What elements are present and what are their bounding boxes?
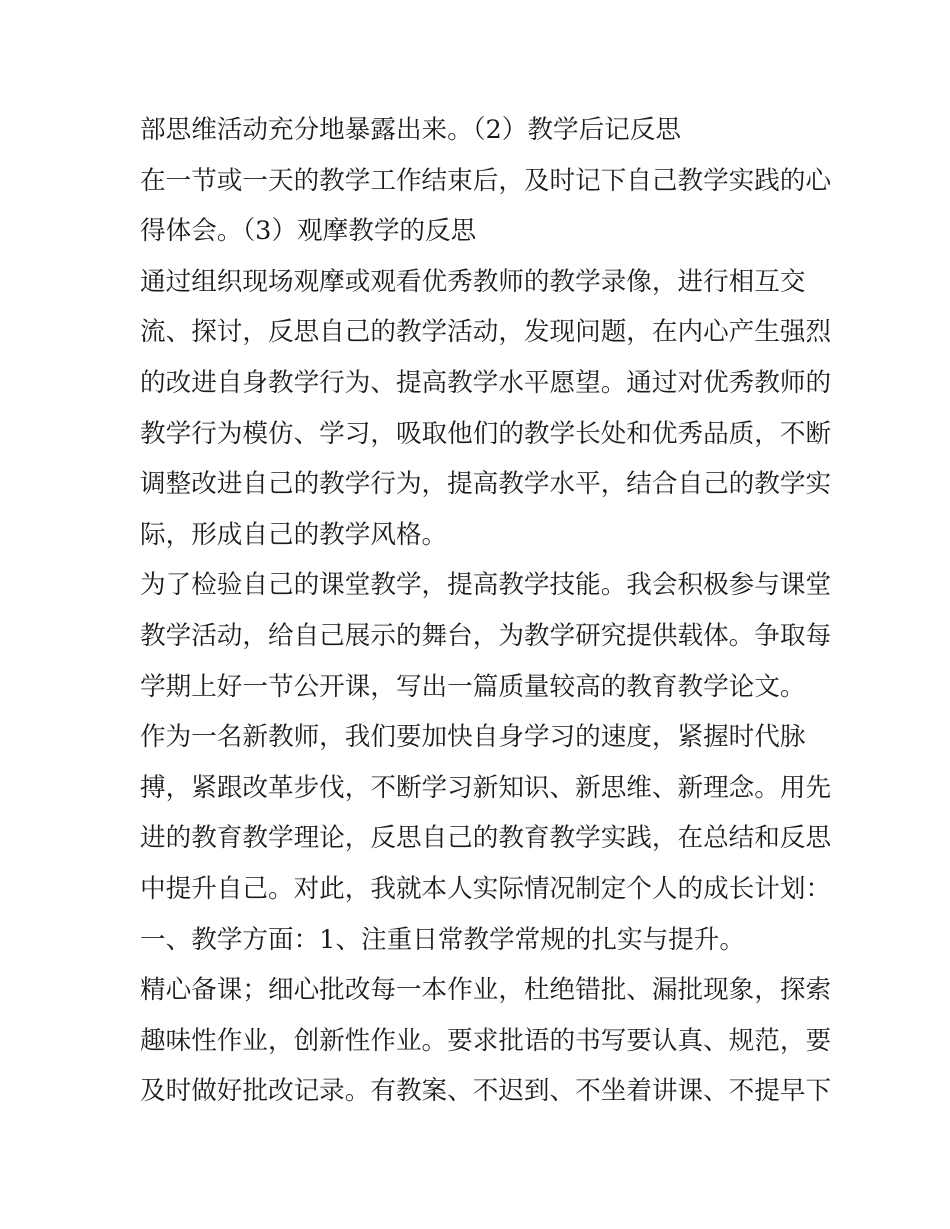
- text-line: 为了检验自己的课堂教学，提高教学技能。我会积极参与课堂: [140, 570, 832, 601]
- text-line: 教学行为模仿、学习，吸取他们的教学长处和优秀品质，不断: [140, 418, 832, 449]
- text-line: 进的教育教学理论，反思自己的教育教学实践，在总结和反思: [140, 823, 832, 854]
- text-line: 得体会。（3）观摩教学的反思: [140, 216, 477, 247]
- text-line: 在一节或一天的教学工作结束后，及时记下自己教学实践的心: [140, 165, 832, 196]
- document-page: [140, 105, 830, 1117]
- text-line: 教学活动，给自己展示的舞台，为教学研究提供载体。争取每: [140, 620, 832, 651]
- text-line: 学期上好一节公开课，写出一篇质量较高的教育教学论文。: [140, 671, 806, 702]
- text-line: 通过组织现场观摩或观看优秀教师的教学录像，进行相互交: [140, 266, 806, 297]
- text-line: 流、探讨，反思自己的教学活动，发现问题，在内心产生强烈: [140, 317, 832, 348]
- text-line: 一、教学方面：1、注重日常教学常规的扎实与提升。: [140, 924, 745, 955]
- text-line: 趣味性作业，创新性作业。要求批语的书写要认真、规范，要: [140, 1025, 832, 1056]
- text-line: 调整改进自己的教学行为，提高教学水平，结合自己的教学实: [140, 469, 832, 500]
- text-line: 部思维活动充分地暴露出来。（2）教学后记反思: [140, 115, 681, 145]
- text-line: 际，形成自己的教学风格。: [140, 519, 448, 550]
- text-line: 搏，紧跟改革步伐，不断学习新知识、新思维、新理念。用先: [140, 772, 832, 803]
- text-line: 及时做好批改记录。有教案、不迟到、不坐着讲课、不提早下: [140, 1076, 832, 1107]
- text-line: 的改进自身教学行为、提高教学水平愿望。通过对优秀教师的: [140, 367, 832, 398]
- text-line: 作为一名新教师，我们要加快自身学习的速度，紧握时代脉: [140, 722, 806, 753]
- text-line: 中提升自己。对此，我就本人实际情况制定个人的成长计划：: [140, 873, 832, 904]
- text-line: 精心备课；细心批改每一本作业，杜绝错批、漏批现象，探索: [140, 975, 832, 1006]
